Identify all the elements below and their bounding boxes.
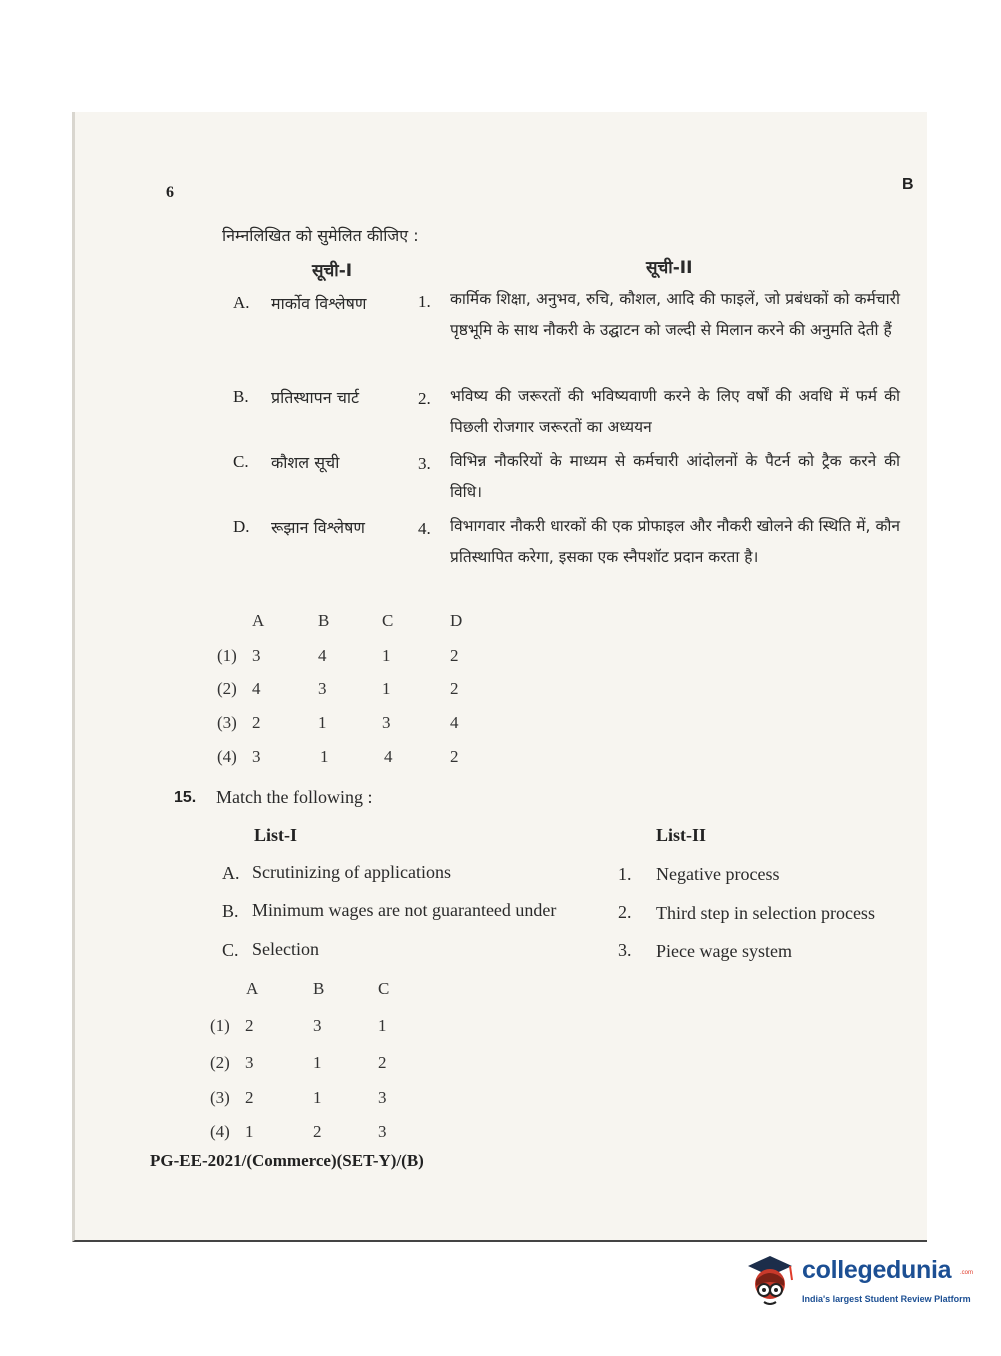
q15-list1-item: Selection xyxy=(252,939,319,959)
q14-option-value: 3 xyxy=(382,713,391,732)
q15-option-header: C xyxy=(378,979,390,998)
q15-option-value: 3 xyxy=(313,1016,322,1035)
q14-list2-heading: सूची-II xyxy=(646,258,693,278)
q15-option-value: 2 xyxy=(313,1122,322,1141)
q15-list2-item: Piece wage system xyxy=(656,941,792,961)
q14-list1-letter: B. xyxy=(233,387,249,406)
q15-number: 15. xyxy=(174,789,197,806)
q14-option-value: 2 xyxy=(450,747,459,766)
q15-list1-item: Minimum wages are not guaranteed under xyxy=(252,900,557,920)
q14-list1-item: मार्कोव विश्लेषण xyxy=(271,294,367,313)
q14-list2-number: 2. xyxy=(418,389,431,408)
q15-list2-heading: List-II xyxy=(656,825,707,845)
q14-option-label: (1) xyxy=(217,646,237,665)
q15-option-value: 1 xyxy=(245,1122,254,1141)
q14-list2-number: 4. xyxy=(418,519,431,538)
q14-list1-letter: D. xyxy=(233,517,250,536)
q14-list1-letter: A. xyxy=(233,293,250,312)
q15-option-value: 2 xyxy=(378,1053,387,1072)
q14-option-value: 1 xyxy=(382,679,391,698)
q14-option-value: 3 xyxy=(252,747,261,766)
q14-list1-letter: C. xyxy=(233,452,249,471)
brand-tagline: India's largest Student Review Platform xyxy=(802,1294,971,1304)
q15-option-label: (4) xyxy=(210,1122,230,1141)
brand-dotcom: .com xyxy=(960,1270,974,1276)
q15-list2-number: 1. xyxy=(618,864,632,884)
mascot-logo-icon xyxy=(740,1250,800,1310)
q15-option-label: (1) xyxy=(210,1016,230,1035)
exam-page xyxy=(72,112,927,1242)
set-letter: B xyxy=(902,176,914,193)
q14-option-label: (4) xyxy=(217,747,237,766)
q14-option-value: 2 xyxy=(252,713,261,732)
q14-option-value: 4 xyxy=(252,679,261,698)
q14-list2-number: 3. xyxy=(418,454,431,473)
q15-option-value: 1 xyxy=(378,1016,387,1035)
q14-option-value: 1 xyxy=(382,646,391,665)
q15-option-header: A xyxy=(246,979,259,998)
q15-list2-item: Third step in selection process xyxy=(656,903,875,923)
q15-list1-letter: C. xyxy=(222,940,239,960)
q14-option-header: D xyxy=(450,611,463,630)
q14-list1-item: कौशल सूची xyxy=(271,453,340,472)
q15-list2-item: Negative process xyxy=(656,864,780,884)
q15-option-value: 2 xyxy=(245,1088,254,1107)
q14-option-label: (3) xyxy=(217,713,237,732)
q14-list2-item: विभिन्न नौकरियों के माध्यम से कर्मचारी आंदोलनों के पैटर्न को ट्रैक करने की विधि। xyxy=(450,452,900,501)
q14-intro: निम्नलिखित को सुमेलित कीजिए : xyxy=(222,226,419,245)
q15-list2-number: 3. xyxy=(618,940,632,960)
q14-option-value: 4 xyxy=(384,747,393,766)
brand-name: collegedunia xyxy=(802,1256,952,1284)
exam-code-footer: PG-EE-2021/(Commerce)(SET-Y)/(B) xyxy=(150,1151,424,1170)
q14-option-label: (2) xyxy=(217,679,237,698)
q14-option-value: 1 xyxy=(318,713,327,732)
q15-option-value: 1 xyxy=(313,1053,322,1072)
q14-option-value: 4 xyxy=(450,713,459,732)
q14-list2-number: 1. xyxy=(418,292,431,311)
q15-option-value: 1 xyxy=(313,1088,322,1107)
q14-option-value: 1 xyxy=(320,747,329,766)
q14-option-value: 3 xyxy=(252,646,261,665)
q14-list1-item: रूझान विश्लेषण xyxy=(271,518,365,537)
q14-list1-item: प्रतिस्थापन चार्ट xyxy=(271,388,360,407)
q15-option-header: B xyxy=(313,979,325,998)
page-number: 6 xyxy=(166,184,174,201)
q15-option-value: 3 xyxy=(245,1053,254,1072)
q14-option-header: B xyxy=(318,611,330,630)
q14-option-header: A xyxy=(252,611,265,630)
q15-option-label: (2) xyxy=(210,1053,230,1072)
q15-option-value: 3 xyxy=(378,1088,387,1107)
q15-list1-item: Scrutinizing of applications xyxy=(252,862,451,882)
q15-list1-letter: A. xyxy=(222,863,240,883)
q14-option-header: C xyxy=(382,611,394,630)
q14-list2-item: भविष्य की जरूरतों की भविष्यवाणी करने के लिए वर्षों की अवधि में फर्म की पिछली रोजगार जरूरतों का अध्ययन xyxy=(450,387,900,436)
q15-list1-heading: List-I xyxy=(254,825,298,845)
q15-option-value: 2 xyxy=(245,1016,254,1035)
q14-option-value: 3 xyxy=(318,679,327,698)
q14-option-value: 4 xyxy=(318,646,327,665)
q15-intro: Match the following : xyxy=(216,787,373,807)
q14-option-value: 2 xyxy=(450,679,459,698)
q14-list2-item: विभागवार नौकरी धारकों की एक प्रोफाइल और नौकरी खोलने की स्थिति में, कौन प्रतिस्थापित करेगा, इसका एक स्नैपशॉट प्रदान करता है। xyxy=(450,517,900,566)
q14-option-value: 2 xyxy=(450,646,459,665)
q14-list1-heading: सूची-I xyxy=(312,261,353,281)
q15-option-value: 3 xyxy=(378,1122,387,1141)
collegedunia-watermark xyxy=(740,1248,980,1316)
q15-list2-number: 2. xyxy=(618,902,632,922)
q14-list2-item: कार्मिक शिक्षा, अनुभव, रुचि, कौशल, आदि की फाइलें, जो प्रबंधकों को कर्मचारी पृष्ठभूमि के साथ नौकरी के उद्घाटन को जल्दी से मिलान करने की अनुमति देती हैं xyxy=(450,290,900,339)
q15-list1-letter: B. xyxy=(222,901,239,921)
q15-option-label: (3) xyxy=(210,1088,230,1107)
